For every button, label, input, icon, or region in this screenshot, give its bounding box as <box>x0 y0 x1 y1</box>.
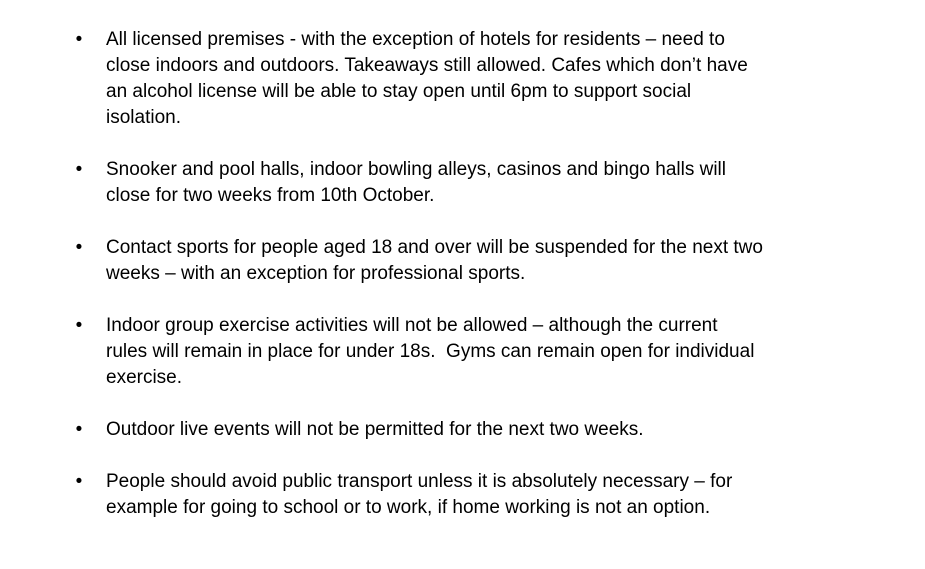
list-item <box>0 469 828 521</box>
bullet-icon: • <box>75 159 83 180</box>
list-item-text <box>106 27 828 131</box>
list-item-text <box>106 157 828 209</box>
list-item-text <box>106 417 828 443</box>
bullet-icon: • <box>75 29 83 50</box>
list-item-text <box>106 469 828 521</box>
text-line: Outdoor live events will not be permitted for the next two weeks. <box>106 419 644 440</box>
text-line: an alcohol license will be able to stay open until 6pm to support social <box>106 81 692 102</box>
text-line: People should avoid public transport unless it is absolutely necessary – for <box>106 471 733 492</box>
text-line: All licensed premises - with the exception of hotels for residents – need to <box>106 29 725 50</box>
bullet-icon: • <box>75 471 83 492</box>
list-item <box>0 417 828 443</box>
list-item <box>0 157 828 209</box>
bullet-icon: • <box>75 315 83 336</box>
list-item <box>0 27 828 131</box>
list-item-text <box>106 313 828 391</box>
document-page <box>0 27 925 547</box>
text-line: isolation. <box>106 107 181 128</box>
text-line: rules will remain in place for under 18s. Gyms can remain open for individual <box>106 341 755 362</box>
restrictions-bullet-list <box>0 27 925 521</box>
text-line: example for going to school or to work, if home working is not an option. <box>106 497 711 518</box>
text-line: weeks – with an exception for professional sports. <box>106 263 526 284</box>
text-line: exercise. <box>106 367 183 388</box>
list-item <box>0 235 828 287</box>
text-line: Contact sports for people aged 18 and over will be suspended for the next two <box>106 237 763 258</box>
text-line: Snooker and pool halls, indoor bowling alleys, casinos and bingo halls will <box>106 159 726 180</box>
list-item <box>0 313 828 391</box>
text-line: close for two weeks from 10th October. <box>106 185 435 206</box>
bullet-icon: • <box>75 237 83 258</box>
text-line: Indoor group exercise activities will not be allowed – although the current <box>106 315 718 336</box>
list-item-text <box>106 235 828 287</box>
text-line: close indoors and outdoors. Takeaways still allowed. Cafes which don’t have <box>106 55 748 76</box>
bullet-icon: • <box>75 419 83 440</box>
